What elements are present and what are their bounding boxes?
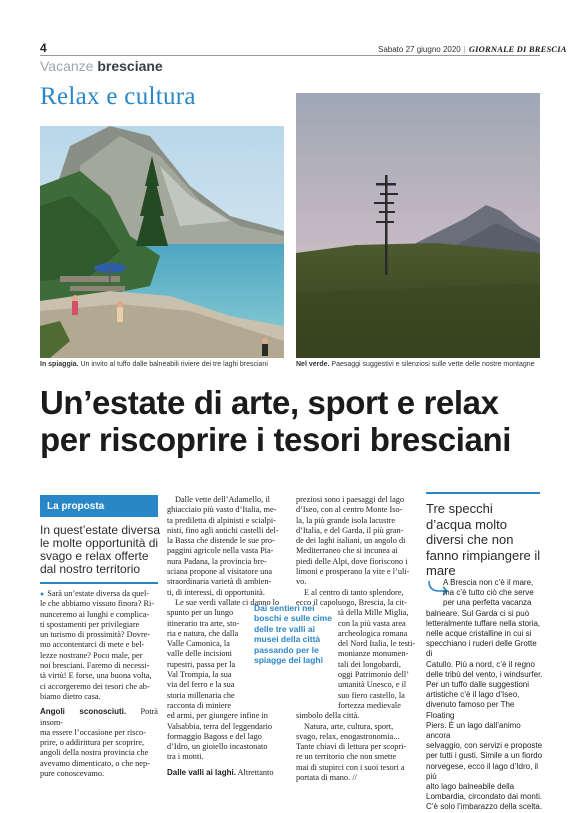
proposta-subtitle: In quest’estate diversa le molte opportunità di svago e relax offerte dal nostro territorio bbox=[40, 523, 161, 576]
article-column-3 bbox=[296, 495, 416, 783]
kicker-title: Relax e cultura bbox=[40, 83, 196, 110]
issue-date-line: Sabato 27 giugno 2020 | GIORNALE DI BRESCIA bbox=[378, 44, 567, 54]
beach-photo-illustration bbox=[40, 126, 284, 358]
col3-paragraph-2: E al centro di tanto splendore, ecco il capoluogo, Brescia, la cit- tà della Mille Miglia, con la più vasta area archeologica romana del Nord Italia, le testi- monianze monumen- tali dei longobardi, oggi Patrimonio dell’ umanità Unesco, e il suo fiero castello, la fortezza medievale simbolo della città. bbox=[296, 587, 416, 721]
article-column-1 bbox=[40, 589, 158, 779]
issue-date: Sabato 27 giugno 2020 bbox=[378, 45, 461, 54]
col3-paragraph-1: preziosi sono i paesaggi del lago d’Iseo, con al centro Monte Iso- la, la più grande isola lacustre d’Italia, e del Garda, il più gran- de dei laghi italiani, un angolo di Mediterraneo che si incunea ai piedi delle Alpi, dove fioriscono i limoni e prosperano la vite e l’uli- vo. bbox=[296, 495, 410, 587]
col3-paragraph-3: Natura, arte, cultura, sport, svago, relax, enogastronomia... Tante chiavi di lettura per scopri- re un territorio che non smette mai di stupirci con i suoi tesori a portata di mano. // bbox=[296, 721, 407, 783]
meadow-photo bbox=[296, 93, 540, 358]
beach-photo-caption: In spiaggia. Un invito al tuffo dalle balneabili riviere dei tre laghi bresciani bbox=[40, 361, 268, 368]
pull-quote: Dai sentieri nei boschi e sulle cime delle tre valli ai musei della città passando per le spiagge dei laghi bbox=[254, 603, 332, 666]
sidebar-title: Tre specchi d’acqua molto diversi che non fanno rimpiangere il mare bbox=[426, 501, 541, 578]
header-rule bbox=[40, 55, 540, 56]
bullet-icon: ● bbox=[40, 590, 45, 598]
article-column-2: Dalle vette dell’Adamello, il ghiacciaio più vasto d’Italia, me- ta prediletta di alpinisti e scialpi- nisti, fino agli antichi castelli del- la Bassa che distende le sue pro- paggini agricole nella vasta Pia- nura Padana, la provincia bre- sciana propone al visitatore una straordinaria varietà di ambien- ti, di interessi, di opportunità. Le sue verdi vallate ci danno lo spunto per un lungo itinerario tra arte, sto- ria e natura, che dalla Valle Camonica, la valle delle incisioni rupestri, passa per la Val Trompia, la sua via del ferro e la sua storia millenaria che racconta di miniere ed armi, per giungere infine in Valsabbia, terra del leggendario formaggio Bagoss e del lago d’Idro, un gioiello incastonato tra i monti. Dalle valli ai laghi. Altrettanto bbox=[167, 495, 293, 778]
col2-paragraph-1: Dalle vette dell’Adamello, il bbox=[175, 495, 270, 504]
col2-paragraph-3: Dalle valli ai laghi. Altrettanto bbox=[167, 767, 274, 777]
main-headline: Un’estate di arte, sport e relax per riscoprire i tesori bresciani bbox=[40, 384, 512, 458]
beach-photo bbox=[40, 126, 284, 358]
col2-paragraph-2: Le sue verdi vallate ci danno lo spunto per un lungo itinerario tra arte, sto- ria e natura, che dalla Valle Camonica, la valle delle incisioni rupestri, passa per la Val Trompia, la sua via del ferro e la sua storia millenaria che racconta di miniere ed armi, per giungere infine in Valsabbia, terra del leggendario formaggio Bagoss e del lago d’Idro, un gioiello incastonato tra i monti. bbox=[167, 597, 280, 762]
proposta-rule bbox=[40, 582, 158, 584]
section-title: Vacanze bresciane bbox=[40, 58, 163, 74]
newspaper-name: GIORNALE DI BRESCIA bbox=[468, 44, 567, 54]
page-number: 4 bbox=[40, 41, 47, 55]
sidebar-rule bbox=[426, 492, 540, 494]
sidebar-text: A Brescia non c’è il mare, ma c’è tutto ciò che serve per una perfetta vacanza balneare. Sul Garda ci si può letteralmente tuffare nella storia, nelle acque cristalline in cui si specchiano i ruderi delle Grotte di Catullo. Più a nord, c’è il regno delle tribù del vento, i windsurfer. Per un tuffo dalle suggestioni artistiche c’è il lago d’Iseo, divenuto famoso per The Floating Piers. È un lago dall’animo ancora selvaggio, con servizi e proposte per tutti i gusti. Simile a un fiordo norvegese, ecco il lago d’Idro, il più alto lago balneabile della Lombardia, circondato dai monti. C’è solo l’imbarazzo della scelta. bbox=[426, 578, 543, 812]
proposta-label: La proposta bbox=[40, 495, 158, 517]
meadow-photo-illustration bbox=[296, 93, 540, 358]
col1-paragraph-1: ● Sarà un’estate diversa da quel- le che abbiamo vissuto finora? Ri- nunceremo ai lunghi e complica- ti spostamenti per privilegiare un turismo di prossimità? Dovre- mo accontentarci di mete e bel- lezze nostrane? Poco male, per noi bresciani. Faremo di necessi- tà virtù! E forse, una buona volta, ci accorgeremo dei tesori che ab- biamo dietro casa. bbox=[40, 589, 155, 701]
meadow-photo-caption: Nel verde. Paesaggi suggestivi e silenziosi sulle vette delle nostre montagne bbox=[296, 361, 535, 368]
col1-paragraph-2: Angoli sconosciuti. Potrà insom- ma essere l’occasione per risco- prire, o addirittura per scoprire, angoli della nostra provincia che avevamo dimenticato, o che nep- pure conoscevamo. bbox=[40, 707, 158, 779]
